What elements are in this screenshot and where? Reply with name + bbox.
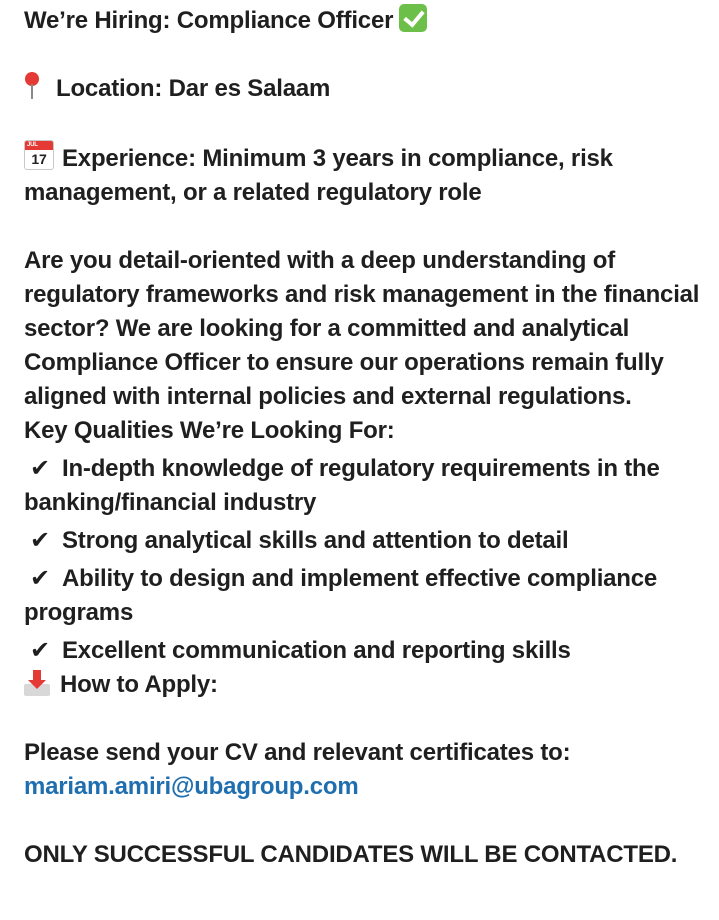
check-mark-icon: ✔ xyxy=(30,527,50,554)
quality-text: Excellent communication and reporting skills xyxy=(62,637,571,664)
check-mark-icon: ✔ xyxy=(30,565,50,592)
check-mark-icon: ✔ xyxy=(30,637,50,664)
apply-text: Please send your CV and relevant certificates to: xyxy=(24,739,571,766)
quality-text: In-depth knowledge of regulatory requirements in the banking/financial industry xyxy=(24,455,660,516)
quality-item xyxy=(24,524,708,558)
calendar-icon: JUL 17 xyxy=(24,140,54,170)
intro-paragraph: Are you detail-oriented with a deep understanding of regulatory frameworks and risk management in the financial sector? We are looking for a committed and analytical Compliance Officer to ensure our operations remain fully aligned with internal policies and external regulations. xyxy=(24,247,700,410)
check-mark-button-icon xyxy=(399,4,427,32)
quality-text: Ability to design and implement effective compliance programs xyxy=(24,565,658,626)
inbox-tray-icon xyxy=(24,670,50,696)
location-text: Location: Dar es Salaam xyxy=(56,75,331,102)
qualities-heading: Key Qualities We’re Looking For: xyxy=(24,417,395,444)
apply-heading-line xyxy=(24,668,708,702)
check-mark-icon: ✔ xyxy=(30,455,50,482)
quality-text: Strong analytical skills and attention to detail xyxy=(62,527,569,554)
email-link[interactable]: mariam.amiri@ubagroup.com xyxy=(24,773,359,800)
quality-item xyxy=(24,452,708,520)
footer-note: ONLY SUCCESSFUL CANDIDATES WILL BE CONTACTED. xyxy=(24,841,678,868)
round-pushpin-icon xyxy=(24,72,42,100)
post-title: We’re Hiring: Compliance Officer xyxy=(24,7,394,34)
apply-heading: How to Apply: xyxy=(60,671,218,698)
title-line xyxy=(24,4,708,38)
job-post xyxy=(24,0,708,872)
location-line xyxy=(24,72,708,106)
experience-line xyxy=(24,140,708,210)
quality-item xyxy=(24,634,708,668)
quality-item xyxy=(24,562,708,630)
experience-text: Experience: Minimum 3 years in compliance, risk management, or a related regulatory role xyxy=(24,145,613,206)
